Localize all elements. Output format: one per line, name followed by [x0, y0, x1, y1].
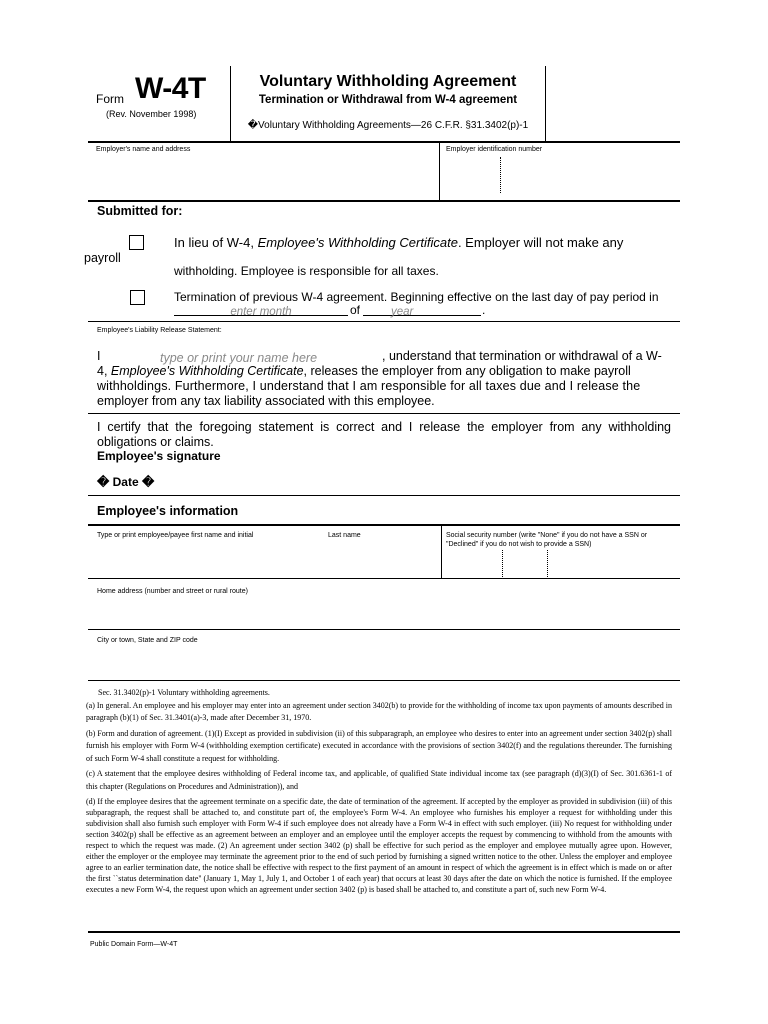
release-bottom-line: [88, 413, 680, 414]
employer-id-field[interactable]: [446, 156, 674, 198]
release-line-2: [97, 364, 671, 379]
employer-name-field[interactable]: [96, 156, 434, 198]
option-in-lieu-suffix: . Employer will not make any: [457, 235, 624, 250]
employer-id-label: Employer identification number: [446, 146, 543, 153]
release-after-name: , understand that termination or withdrawal of a W-: [382, 349, 662, 363]
of-label: of: [350, 303, 361, 317]
legal-paragraph-a: (a) In general. An employee and his employer may enter into an agreement under section 3402(b) to provide for the withholding of income tax upon payments of amounts described in paragraph (b)(1) of Sec. 31.3401(a)-3, made after December 31, 1970.: [86, 700, 672, 722]
footer-text: Public Domain Form—W-4T: [90, 941, 178, 948]
name-placeholder: type or print your name here: [160, 351, 318, 365]
employee-info-heading: Employee's information: [97, 504, 239, 518]
legal-paragraph-b: (b) Form and duration of agreement. (1)(I) Except as provided in subdivision (ii) of this subparagraph, an employee who desires to enter into an agreement under section 3402(p) shall furnish his employer with Form W-4 (withholding exemption certificate) executed in accordance with the provisions of section 3402(f) and the regulations thereunder. The furnishing of such Form W-4 shall constitute a request for withholding.: [86, 728, 672, 763]
option-termination-text: Termination of previous W-4 agreement. Beginning effective on the last day of pay period in: [174, 290, 659, 304]
city-state-zip-field[interactable]: [97, 647, 671, 677]
year-field[interactable]: [363, 302, 481, 316]
regulation-citation: �Voluntary Withholding Agreements—26 C.F.R. §31.3402(p)-1: [247, 120, 529, 131]
release-line-3: withholdings. Furthermore, I understand that I am responsible for all taxes due and I release the: [97, 379, 641, 393]
form-number: W-4T: [135, 72, 206, 105]
submitted-bottom-line: [88, 321, 680, 322]
year-placeholder: year: [391, 306, 414, 318]
certify-bottom-line: [88, 495, 680, 496]
last-name-field[interactable]: [328, 542, 436, 576]
ssn-separator-1: [502, 550, 503, 577]
last-name-label: Last name: [328, 532, 361, 539]
signature-label: Employee's signature: [97, 449, 221, 463]
city-bottom-line: [88, 680, 680, 681]
first-name-field[interactable]: [97, 542, 322, 576]
ein-separator: [500, 157, 501, 193]
first-name-label: Type or print employee/payee first name and initial: [97, 532, 254, 539]
legal-text: [86, 687, 672, 895]
footer-line: [88, 931, 680, 933]
form-label: Form: [96, 92, 124, 106]
release-line-4: employer from any tax liability associated with this employee.: [97, 394, 435, 408]
legal-paragraph-c: (c) A statement that the employee desires withholding of Federal income tax, and applicable, of qualified State individual income tax (see paragraph (d)(3)(I) of Sec. 301.6361-1 of this chapter (Regulations on Procedures and Administration)), and: [86, 769, 672, 791]
ssn-label: Social security number (write "None" if you do not have a SSN or "Declined" if you do not wish to provide a SSN): [446, 532, 648, 548]
option-in-lieu-line2: withholding. Employee is responsible for all taxes.: [174, 264, 439, 278]
release-line2-suffix: , releases the employer from any obligation to make payroll: [303, 364, 631, 378]
ssn-separator-2: [547, 550, 548, 577]
legal-heading: Sec. 31.3402(p)-1 Voluntary withholding agreements.: [98, 688, 270, 697]
address-bottom-line: [88, 629, 680, 630]
employer-name-label: Employer's name and address: [96, 146, 191, 153]
city-state-zip-label: City or town, State and ZIP code: [97, 637, 198, 644]
option-termination-checkbox[interactable]: [130, 290, 145, 305]
month-placeholder: enter month: [230, 306, 292, 318]
name-row-bottom-line: [88, 578, 680, 579]
employer-bottom-line: [88, 200, 680, 202]
revision-date: (Rev. November 1998): [106, 109, 197, 119]
home-address-field[interactable]: [97, 598, 671, 626]
header-divider-right: [545, 66, 546, 142]
option-in-lieu-prefix: In lieu of W-4,: [174, 235, 258, 250]
legal-paragraph-d: (d) If the employee desires that the agreement terminate on a specific date, the date of termination of the agreement. If accepted by the employer as provided in subdivision (iii) of this subparagraph, the request shall be attached to, and constitute part of, the employee's Form W-4. An employee who furnishes his employer a request for withholding under this subdivision shall also furnish such employer with Form W-4 if such employee does not already have a Form W-4 in effect with such employer. (iii) No request for withholding under section 3402(p) shall be effective as an agreement between an employer and an employee until the employer accepts the request by commencing to withhold from the amounts with respect to which the request was made. (2) An agreement under section 3402 (p) shall be effective for such period as the employer and employee mutually agree upon. However, either the employer or the employee may terminate the agreement prior to the end of such period by furnishing a signed written notice to the other. Unless the employer and employee agree to an earlier termination date, the notice shall be effective with respect to the first payment of an amount in respect of which the agreement is in effect which is made on or after the first ``status determination date'' (January 1, May 1, July 1, and October 1 of each year) that occurs at least 30 days after the date on which the notice is furnished. If the employee executes a new Form W-4, the request upon which an agreement under section 3402 (p) is based shall be attached to, and constitute a part of, such new Form W-4.: [86, 797, 672, 894]
home-address-label: Home address (number and street or rural route): [97, 588, 248, 595]
release-line2-prefix: 4,: [97, 364, 111, 378]
employer-field-divider: [439, 141, 440, 201]
option-in-lieu-checkbox[interactable]: [129, 235, 144, 250]
form-title: Voluntary Withholding Agreement: [259, 73, 517, 90]
employer-top-line: [88, 141, 680, 143]
submitted-for-heading: Submitted for:: [97, 204, 183, 218]
employee-name-field[interactable]: [160, 349, 382, 364]
period-mark: .: [482, 303, 486, 317]
employee-info-top-line: [88, 524, 680, 526]
month-field[interactable]: [174, 302, 348, 316]
date-field[interactable]: [160, 474, 360, 490]
release-i: I: [97, 349, 101, 363]
option-in-lieu-text: [174, 235, 623, 250]
option-in-lieu-certificate: Employee's Withholding Certificate: [257, 235, 458, 250]
release-statement-label: Employee's Liability Release Statement:: [97, 327, 222, 334]
ssn-field[interactable]: [446, 552, 674, 576]
certify-statement: I certify that the foregoing statement is correct and I release the employer from any withholding obligations or claims.: [97, 420, 671, 449]
date-label: � Date �: [97, 475, 155, 489]
ssn-divider: [441, 525, 442, 579]
form-subtitle: Termination or Withdrawal from W-4 agreement: [258, 94, 518, 106]
payroll-label: payroll: [84, 251, 121, 265]
release-line2-certificate: Employee's Withholding Certificate: [110, 364, 304, 378]
